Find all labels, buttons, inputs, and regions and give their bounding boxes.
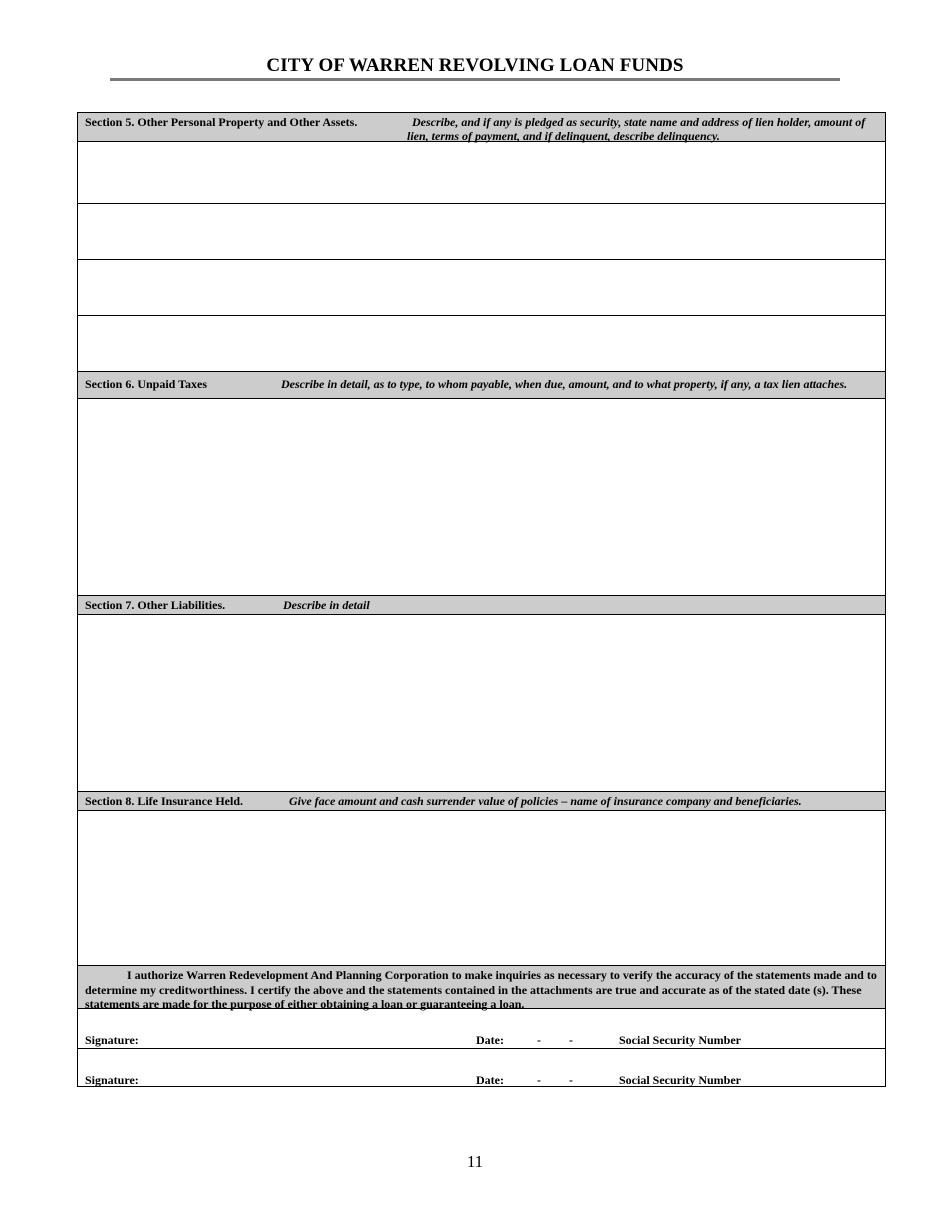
date-label: Date:: [476, 1033, 504, 1047]
section-5-entry-line-2[interactable]: [78, 204, 885, 260]
title-underline: [110, 78, 840, 81]
ssn-label: Social Security Number: [619, 1033, 741, 1047]
date-separator: -: [537, 1073, 541, 1087]
date-separator: -: [569, 1073, 573, 1087]
section-7-label: Section 7. Other Liabilities.: [85, 598, 226, 612]
signature-label: Signature:: [85, 1073, 139, 1087]
section-5-entry-line-1[interactable]: [78, 142, 885, 204]
section-6-entry-area[interactable]: [78, 399, 885, 595]
date-separator: -: [569, 1033, 573, 1047]
section-6-label: Section 6. Unpaid Taxes: [85, 377, 208, 391]
date-separator: -: [537, 1033, 541, 1047]
section-7-header: [78, 595, 885, 615]
section-5-label: Section 5. Other Personal Property and Other Assets.: [85, 115, 358, 129]
section-6-description: Describe in detail, as to type, to whom payable, when due, amount, and to what property, if any, a tax lien attaches.: [281, 377, 848, 391]
section-8-description: Give face amount and cash surrender value of policies – name of insurance company and beneficiaries.: [289, 794, 802, 808]
section-8-entry-area[interactable]: [78, 811, 885, 965]
section-5-header: [78, 113, 885, 142]
section-7-entry-area[interactable]: [78, 615, 885, 791]
ssn-label: Social Security Number: [619, 1073, 741, 1087]
signature-label: Signature:: [85, 1033, 139, 1047]
signature-row-1: [78, 1009, 885, 1049]
authorization-statement: I authorize Warren Redevelopment And Planning Corporation to make inquiries as necessary to verify the accuracy of the statements made and to determine my creditworthiness. I certify the above and the statements contained in the attachments are true and accurate as of the stated date (s). These statements are made for the purpose of either obtaining a loan or guaranteeing a loan.: [78, 965, 885, 1009]
section-5-description: Describe, and if any is pledged as security, state name and address of lien holder, amount of lien, terms of payment, and if delinquent, describe delinquency.: [407, 115, 866, 143]
section-8-header: [78, 791, 885, 811]
page-number: 11: [466, 1152, 484, 1171]
page-title: CITY OF WARREN REVOLVING LOAN FUNDS: [266, 55, 684, 76]
section-5-entry-line-3[interactable]: [78, 260, 885, 316]
signature-row-2: [78, 1049, 885, 1088]
section-5-entry-line-4[interactable]: [78, 316, 885, 371]
financial-statement-form: [77, 112, 886, 1087]
section-6-header: [78, 371, 885, 399]
section-7-description: Describe in detail: [283, 598, 370, 612]
section-8-label: Section 8. Life Insurance Held.: [85, 794, 243, 808]
date-label: Date:: [476, 1073, 504, 1087]
